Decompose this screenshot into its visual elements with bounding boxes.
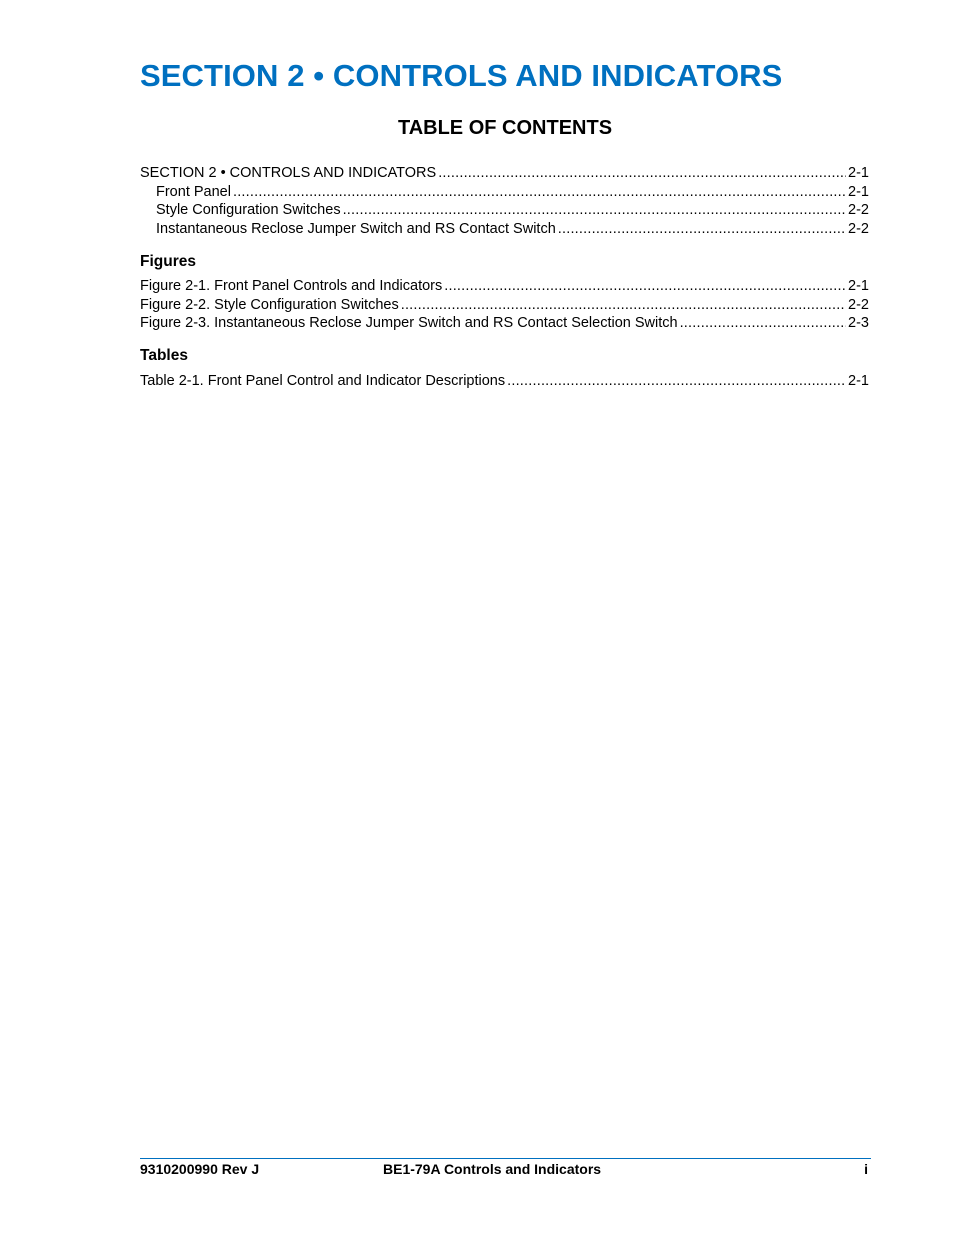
figure-entry[interactable] <box>140 296 869 315</box>
toc-entry-page: 2-2 <box>848 220 869 237</box>
tables-heading: Tables <box>140 347 188 364</box>
figure-entry[interactable] <box>140 277 869 296</box>
toc-entry-label: SECTION 2 • CONTROLS AND INDICATORS <box>140 165 437 181</box>
footer-doc-number: 9310200990 Rev J <box>140 1161 260 1177</box>
figure-entry-page: 2-1 <box>848 278 869 294</box>
toc-entry[interactable] <box>140 183 869 202</box>
table-entry-label: Table 2-1. Front Panel Control and Indicator Descriptions <box>140 373 506 389</box>
toc-entry-label: Front Panel <box>156 183 231 200</box>
table-entry-page: 2-1 <box>848 373 869 389</box>
section-title: SECTION 2 • CONTROLS AND INDICATORS <box>140 58 783 93</box>
figure-entry-label: Figure 2-1. Front Panel Controls and Indicators <box>140 278 443 294</box>
figure-entry[interactable] <box>140 314 869 333</box>
figure-entry-page: 2-2 <box>848 296 869 313</box>
toc-entry[interactable] <box>140 164 869 183</box>
dot-leader <box>558 220 846 239</box>
footer-rule <box>140 1158 871 1159</box>
footer-doc-title: BE1-79A Controls and Indicators <box>383 1161 602 1177</box>
tables-list <box>140 372 869 391</box>
dot-leader <box>438 164 846 183</box>
figure-entry-label: Figure 2-3. Instantaneous Reclose Jumper Switch and RS Contact Selection Switch <box>140 315 678 331</box>
footer-page-number: i <box>864 1161 868 1177</box>
toc-entry-page: 2-2 <box>848 202 869 218</box>
dot-leader <box>343 201 846 220</box>
figure-entry-page: 2-3 <box>848 315 869 331</box>
table-entry[interactable] <box>140 372 869 391</box>
toc-heading: TABLE OF CONTENTS <box>397 117 613 139</box>
toc-contents-list <box>140 164 869 238</box>
toc-entry[interactable] <box>140 201 869 220</box>
toc-entry-page: 2-1 <box>848 183 869 200</box>
dot-leader <box>680 314 846 333</box>
toc-entry[interactable] <box>140 220 869 239</box>
toc-entry-page: 2-1 <box>848 165 869 181</box>
dot-leader <box>444 277 846 296</box>
figures-heading: Figures <box>140 253 196 270</box>
dot-leader <box>233 183 846 202</box>
figure-entry-label: Figure 2-2. Style Configuration Switches <box>140 296 399 313</box>
dot-leader <box>507 372 846 391</box>
toc-entry-label: Style Configuration Switches <box>156 202 341 218</box>
dot-leader <box>401 296 846 315</box>
toc-entry-label: Instantaneous Reclose Jumper Switch and RS Contact Switch <box>156 220 556 237</box>
page-footer <box>140 1161 870 1179</box>
figures-list <box>140 277 869 333</box>
